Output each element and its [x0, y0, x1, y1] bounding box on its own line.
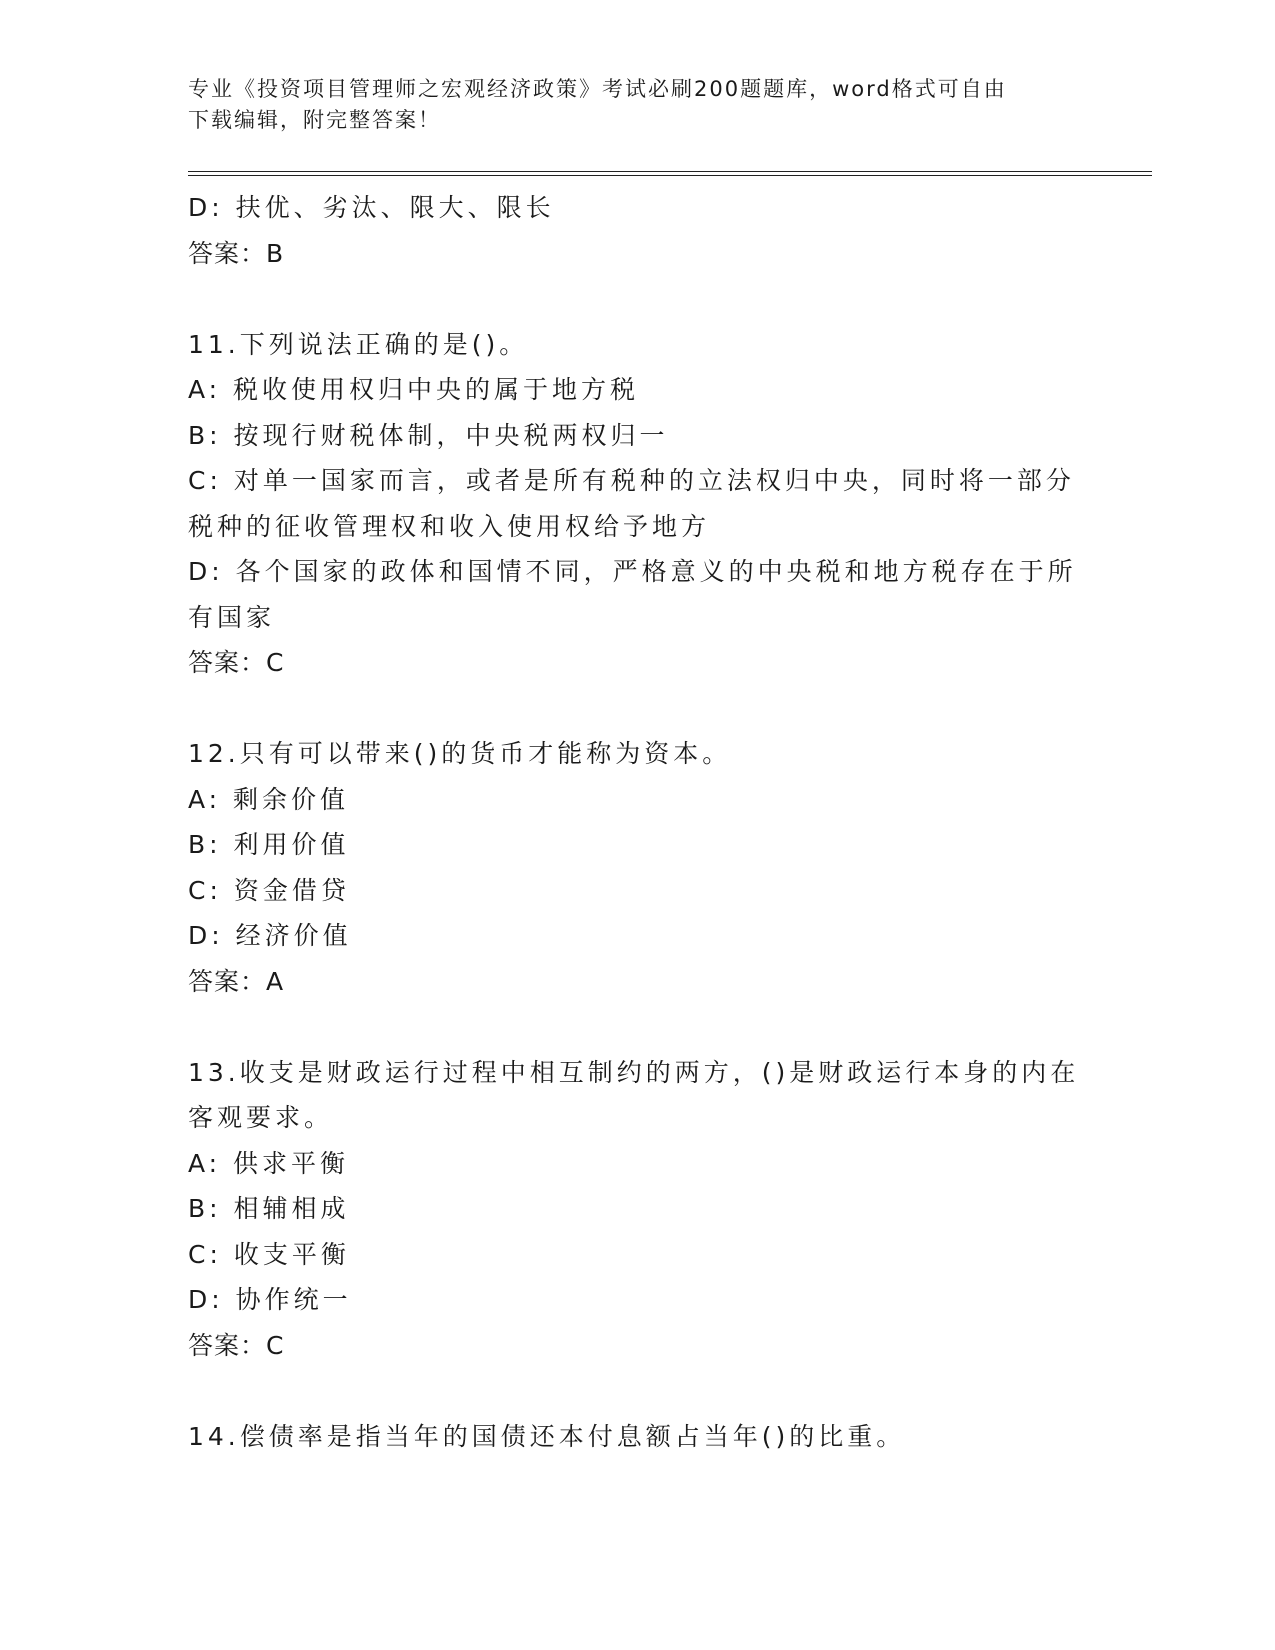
option-d: D: 各个国家的政体和国情不同，严格意义的中央税和地方税存在于所	[188, 557, 1077, 586]
question-14	[188, 1414, 1068, 1460]
question-12	[188, 731, 1068, 1004]
question-stem: 12.只有可以带来()的货币才能称为资本。	[188, 739, 732, 768]
option-a: A: 税收使用权归中央的属于地方税	[188, 375, 640, 404]
option-b: B: 利用价值	[188, 830, 350, 859]
option-c-continued: 税种的征收管理权和收入使用权给予地方	[188, 511, 711, 541]
spacer	[188, 276, 1068, 322]
answer: 答案：A	[188, 966, 285, 996]
option-c: C: 对单一国家而言，或者是所有税种的立法权归中央，同时将一部分	[188, 466, 1075, 495]
document-header	[188, 74, 1068, 136]
option-a: A: 剩余价值	[188, 784, 350, 814]
option-c: C: 收支平衡	[188, 1239, 350, 1269]
option-d: D: 扶优、劣汰、限大、限长	[188, 193, 555, 222]
question-13	[188, 1050, 1080, 1369]
answer: 答案：B	[188, 238, 285, 268]
spacer	[188, 1368, 1068, 1414]
question-10-tail	[188, 185, 1068, 276]
option-b: B: 相辅相成	[188, 1194, 350, 1223]
question-stem: 14.偿债率是指当年的国债还本付息额占当年()的比重。	[188, 1421, 906, 1451]
spacer	[188, 686, 1068, 732]
question-11	[188, 322, 1077, 686]
header-divider-bottom	[188, 175, 1152, 176]
option-d: D: 协作统一	[188, 1285, 352, 1314]
answer: 答案：C	[188, 648, 285, 677]
header-divider-top	[188, 171, 1152, 172]
option-c: C: 资金借贷	[188, 875, 350, 905]
option-d: D: 经济价值	[188, 921, 352, 950]
option-a: A: 供求平衡	[188, 1148, 350, 1178]
answer: 答案：C	[188, 1330, 285, 1360]
header-line-2: 下载编辑，附完整答案！	[188, 108, 441, 132]
spacer	[188, 1004, 1068, 1050]
question-stem: 13.收支是财政运行过程中相互制约的两方，()是财政运行本身的内在	[188, 1057, 1080, 1087]
option-b: B: 按现行财税体制，中央税两权归一	[188, 420, 669, 450]
question-list	[188, 185, 1080, 1459]
header-line-1: 专业《投资项目管理师之宏观经济政策》考试必刷200题题库，word格式可自由	[188, 77, 1007, 101]
question-stem: 11.下列说法正确的是()。	[188, 329, 529, 359]
question-stem-continued: 客观要求。	[188, 1103, 334, 1132]
option-d-continued: 有国家	[188, 602, 276, 632]
